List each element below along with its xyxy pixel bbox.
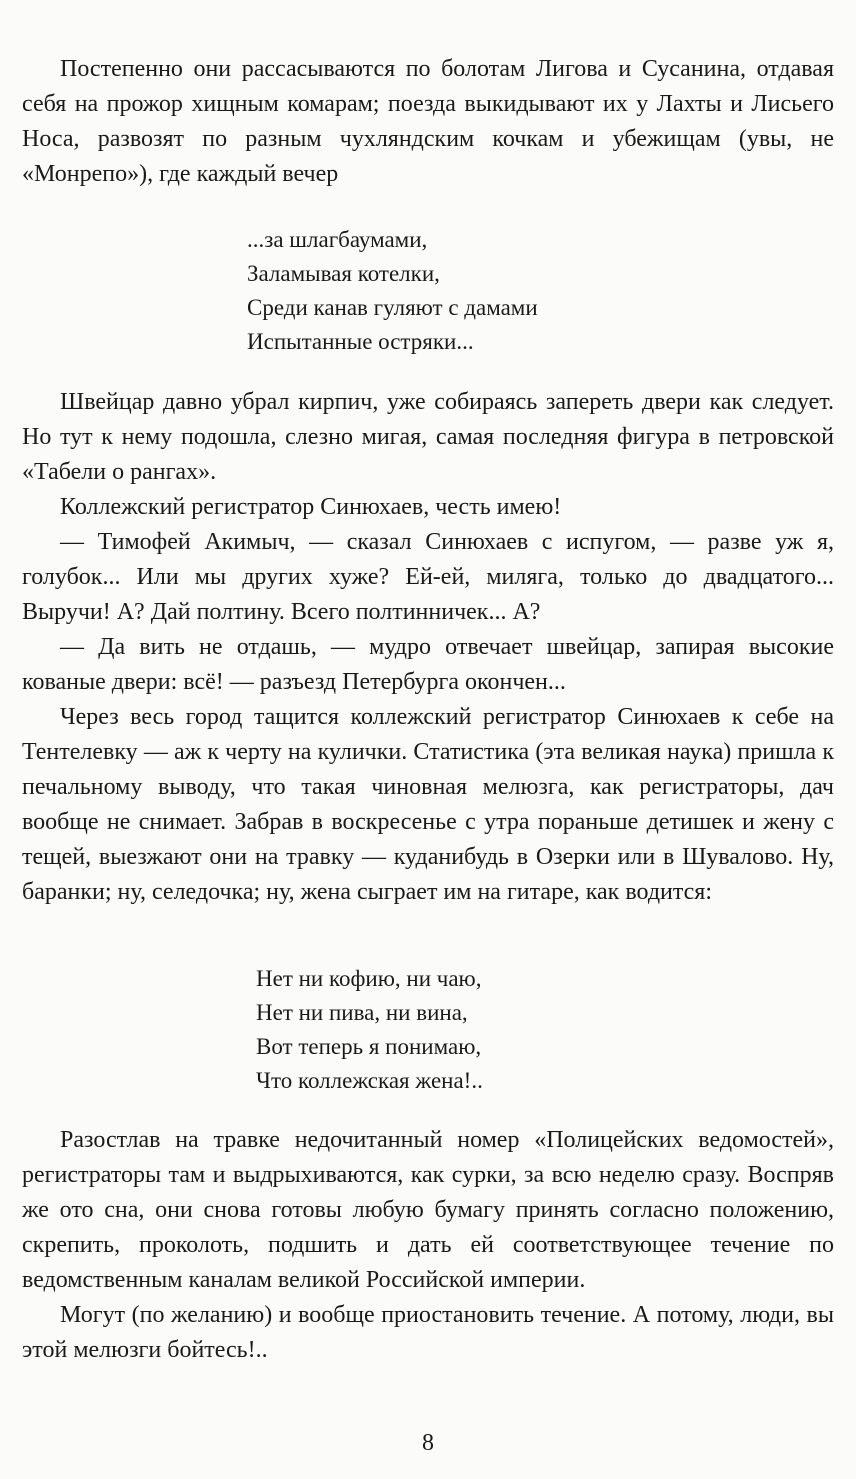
paragraph: Через весь город тащится коллежский регистратор Синюхаев к себе на Тентелевку — аж к черту на кулички. Статистика (эта великая наука) пришла к печальному выводу, что такая чиновная мелюзга, как регистраторы, дач вообще не снимает. Забрав в воскресенье с утра пораньше детишек и жену с тещей, выезжают они на травку — куданибудь в Озерки или в Шувалово. Ну, баранки; ну, селедочка; ну, жена сыграет им на гитаре, как водится: (22, 704, 834, 905)
page-number: 8 (422, 1430, 434, 1456)
verse-line: Заламывая котелки, (247, 261, 440, 286)
verse-line: Вот теперь я понимаю, (256, 1034, 482, 1059)
verse-line: ...за шлагбаумами, (247, 227, 428, 252)
verse-stanza (256, 962, 483, 1098)
verse-line: Среди канав гуляют с дамами (247, 295, 538, 320)
text-block-main (22, 385, 834, 910)
paragraph: Могут (по желанию) и вообще приостановить течение. А потому, люди, вы этой мелюзги бойтесь!.. (22, 1302, 834, 1363)
paragraph: — Да вить не отдашь, — мудро отвечает швейцар, запирая высокие кованые двери: всё! — разъезд Петербурга окончен... (22, 634, 834, 695)
verse-line: Нет ни кофию, ни чаю, (256, 966, 482, 991)
text-block-closing (22, 1123, 834, 1368)
paragraph: — Тимофей Акимыч, — сказал Синюхаев с испугом, — разве уж я, голубок... Или мы других хуже? Ей-ей, миляга, только до двадцатого... Выручи! А? Дай полтину. Всего полтинничек... А? (22, 529, 834, 625)
paragraph: Коллежский регистратор Синюхаев, честь имею! (60, 494, 562, 520)
paragraph: Постепенно они рассасываются по болотам Лигова и Сусанина, отдавая себя на прожор хищным комарам; поезда выкидывают их у Лахты и Лисьего Носа, развозят по разным чухляндским кочкам и убежищам (увы, не «Монрепо»), где каждый вечер (22, 56, 834, 187)
text-block-intro (22, 52, 834, 192)
verse-line: Что коллежская жена!.. (256, 1068, 483, 1093)
paragraph: Швейцар давно убрал кирпич, уже собираясь запереть двери как следует. Но тут к нему подошла, слезно мигая, самая последняя фигура в петровской «Табели о рангах». (22, 389, 834, 485)
verse-line: Нет ни пива, ни вина, (256, 1000, 468, 1025)
verse-line: Испытанные остряки... (247, 329, 474, 354)
verse-stanza (247, 223, 538, 359)
paragraph: Разостлав на травке недочитанный номер «Полицейских ведомостей», регистраторы там и выдрыхиваются, как сурки, за всю неделю сразу. Воспряв же ото сна, они снова готовы любую бумагу принять согласно положению, скрепить, проколоть, подшить и дать ей соответствующее течение по ведомственным каналам великой Российской империи. (22, 1127, 834, 1293)
